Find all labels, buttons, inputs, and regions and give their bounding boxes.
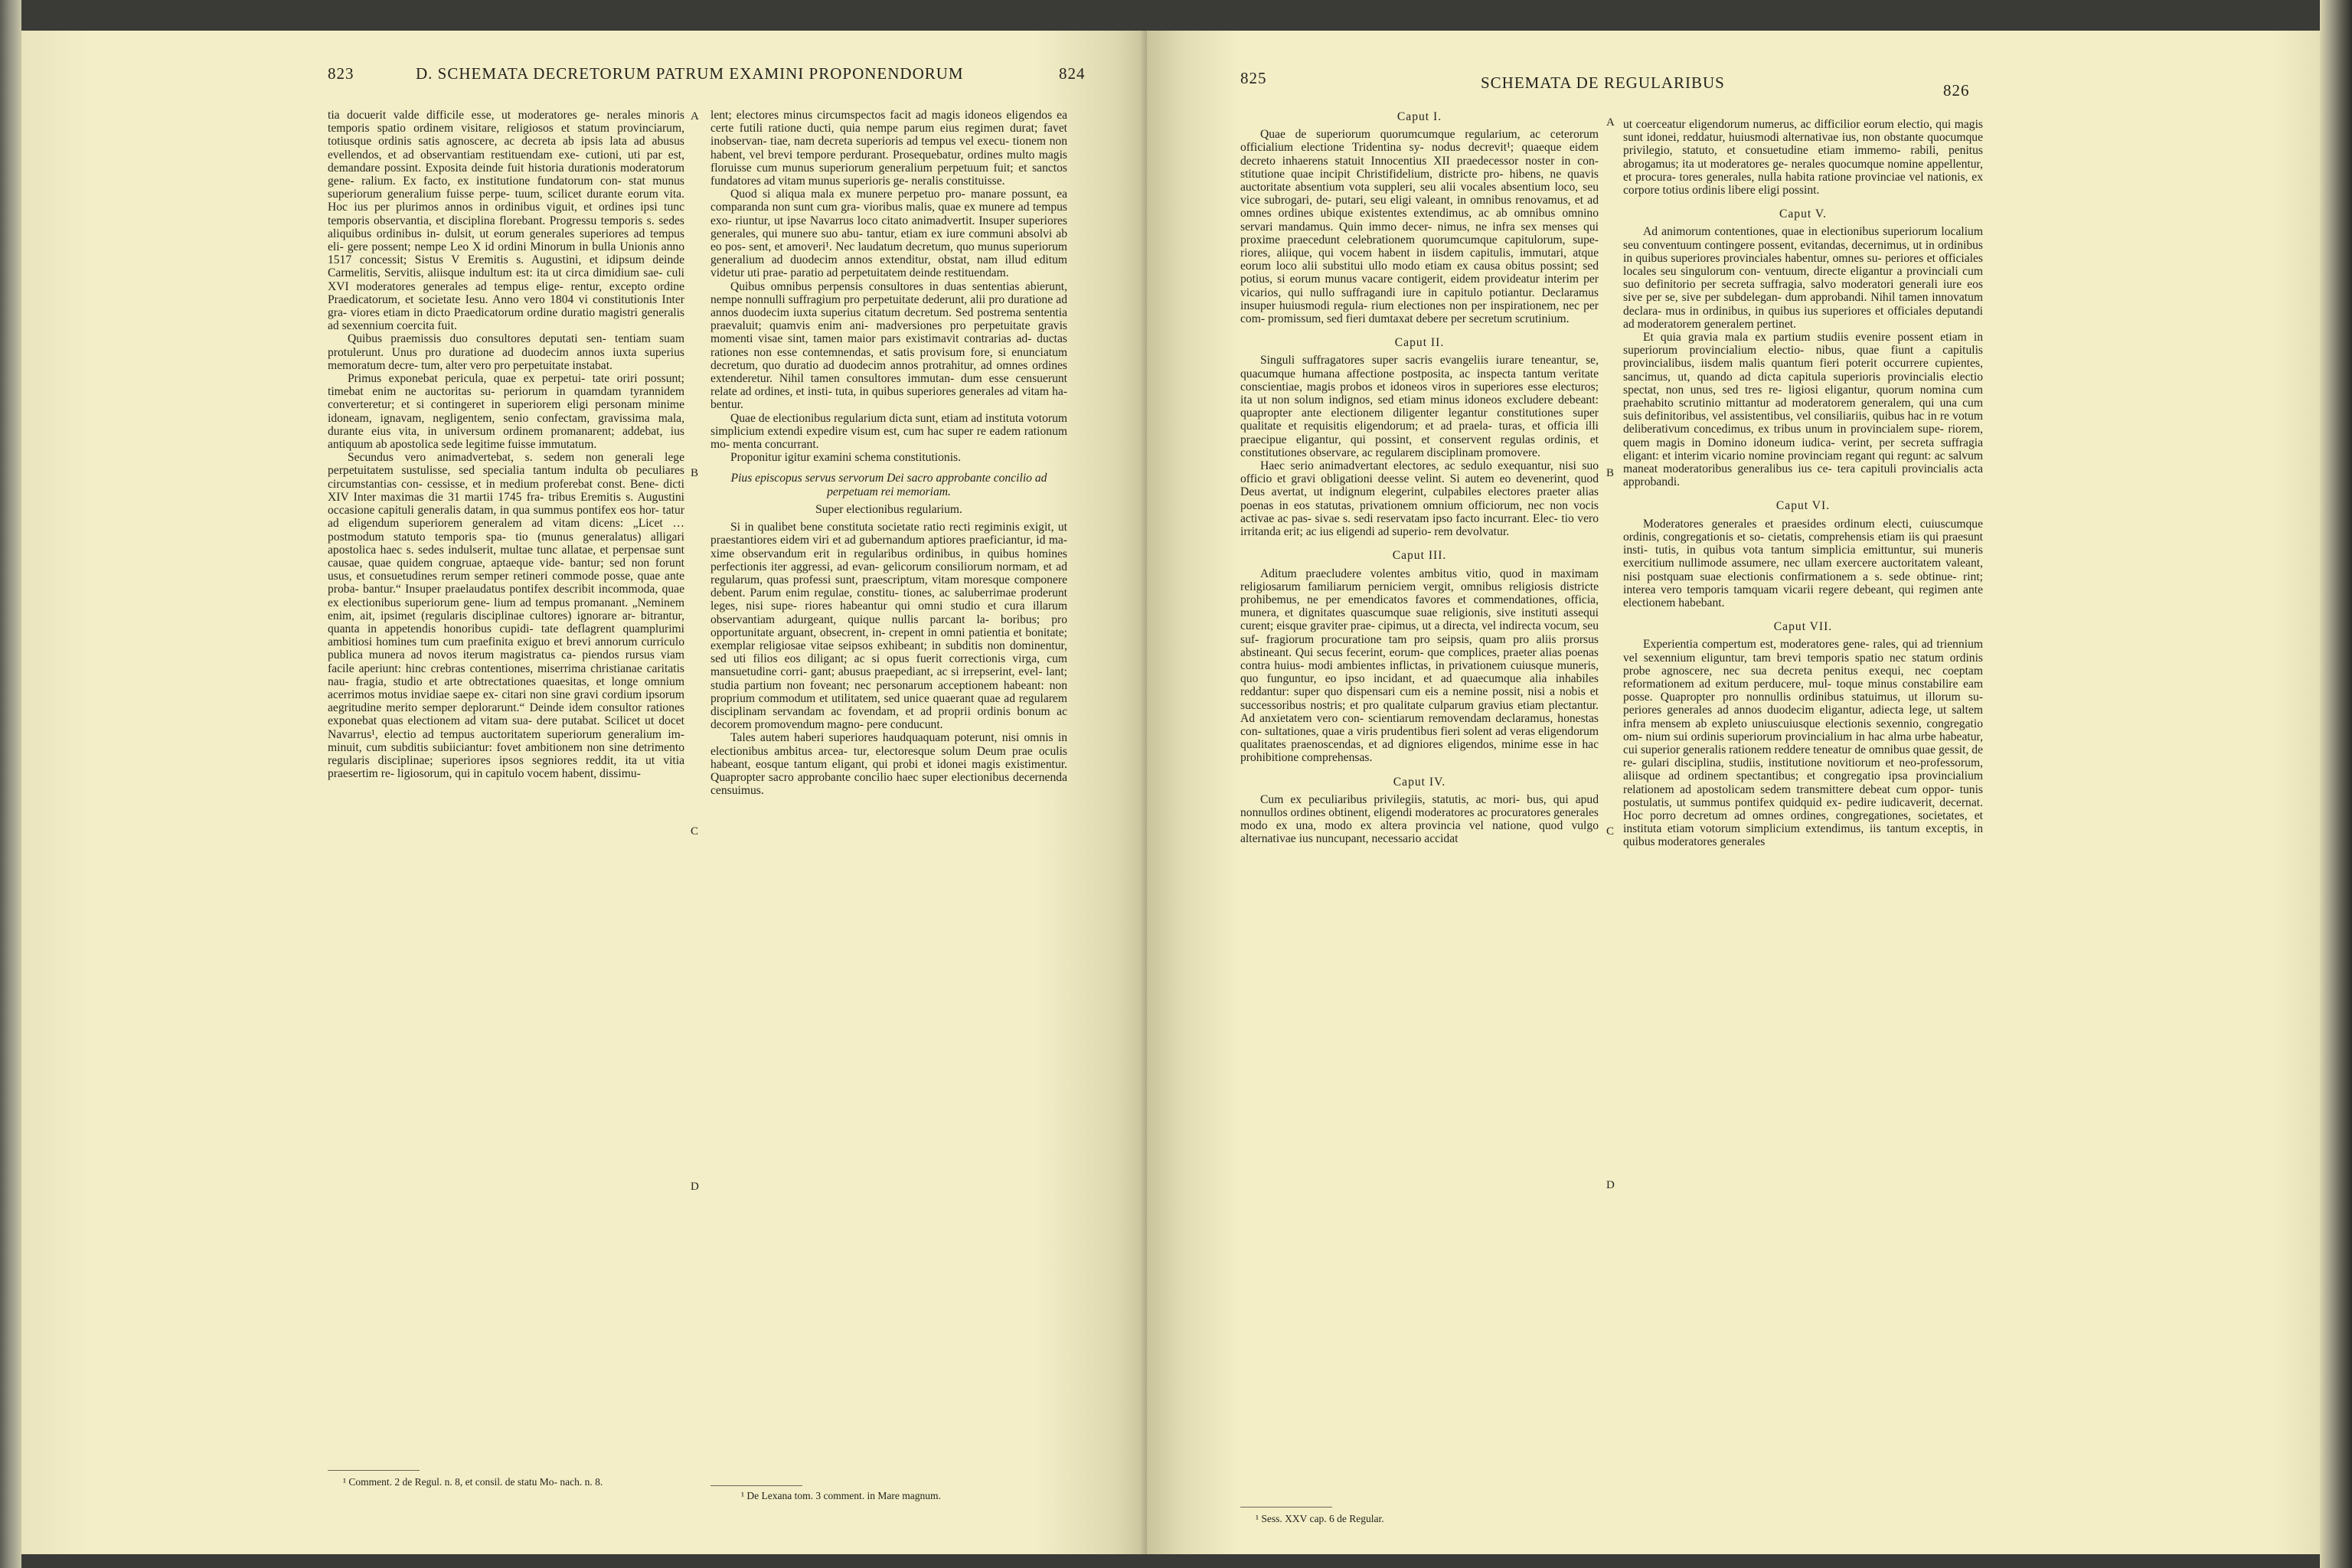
paragraph: Proponitur igitur examini schema constitutionis. (730, 451, 962, 465)
paragraph: Quibus omnibus perpensis consultores in duas sententias abierunt, nempe nonnulli suffragium pro perpetuitate dederunt, alii pro duratione ad annos duodecim iuxta superius citatum decretum. Sed postrema sententia praevaluit; quamvis enim ani- madversiones pro perpetuitate gravis momenti visae sint, tamen maior pars existimavit contrarias ad- ductas rationes non esse contemnendas, et satis provisum fore, si enunciatum decretum, quo duratio ad duodecim annos protrahitur, ad omnes ordines extenderetur. Nihil tamen consultores immutan- dum esse censuerunt relate ad ordines, et insti- tuta, in quibus superiores generales ad vitam ha- bentur. (710, 279, 1067, 412)
paragraph: Quod si aliqua mala ex munere perpetuo pro- manare possunt, ea comparanda non sunt cum gra- vioribus malis, quae ex munere ad tempus exo- riuntur, ut ipse Navarrus loco citato animadvertit. Insuper superiores generales, qui munere suo abu- tantur, etiam ex iure communi absolvi ab eo pos- sent, et amoveri¹. Nec laudatum decretum, quo munus superiorum generalium ad duodecim annos extenditur, obstat, nam illud editum videtur uti prae- paratio ad perpetuitatem deinde restituendam. (710, 188, 1067, 280)
book-edge-right (2320, 0, 2352, 1568)
caput-heading: Caput III. (1392, 549, 1447, 563)
footnote-right-col1: ¹ Sess. XXV cap. 6 de Regular. (1256, 1513, 1384, 1524)
paragraph: lent; electores minus circumspectos facit ad magis idoneos eligendos ea certe futili ratione ducti, quia nempe parum eius regimen durat; favet inobservan- tiae, nam decreta superioris ad tempus vel execu- tionem non habent, vel brevi tempore perdurant. Prosequebatur, ordines multo magis floruisse cum munus superiorum generalium perpetuum fuit; et sanctos fundatores ad vitam munus superioris ge- neralis constituisse. (710, 109, 1067, 188)
page-number-824: 824 (1059, 64, 1086, 83)
footnote-rule (328, 1470, 420, 1471)
caput-heading: Caput II. (1394, 336, 1445, 350)
paragraph: Tales autem haberi superiores haudquaquam poterunt, nisi omnis in electionibus ambitus arcea- tur, electoresque solum Deum prae oculis habeant, eosque tantum eligant, qui probi et idonei magis existimentur. Quapropter sacro approbante concilio haec super electionibus decernenda censuimus. (710, 731, 1067, 798)
caput-heading: Caput VII. (1773, 620, 1833, 634)
right-page (1147, 31, 2320, 1554)
page-number-826: 826 (1943, 81, 1970, 100)
paragraph: Aditum praecludere volentes ambitus vitio, quod in maximam religiosarum familiarum perniciem vergit, omnibus religiosis districte prohibemus, ne per emendicatos favores et commendationes, officia, munera, et dignitates quascumque suae religionis, sive instituti assequi curent; eisque graviter prae- cipimus, ut a directa, vel indirecta vocum, seu suf- fragiorum procuratione tam pro seipsis, quam pro aliis prorsus abstineant. Qui secus fecerint, eorum- que complices, praeter alias poenas contra huius- modi ambientes inflictas, in privationem cuiusque muneris, quo funguntur, eo ipso incidant, et ad quaecumque alia inhabiles reddantur: super quo dispensari cum eis a nemine possit, nisi a nobis et successoribus nostris; et pro qualitate culparum gravius etiam plectantur. Ad anxietatem vero con- scientiarum removendam declaramus, honestas con- sultationes, quae a viris prudentibus fieri solent ad veras eligendorum qualitates praenoscendas, et ad digniores eligendos, minime esse in hac prohibitione comprehensas. (1240, 567, 1599, 765)
caput-heading: Caput IV. (1393, 775, 1446, 789)
paragraph: Quae de superiorum quorumcumque regularium, ac ceterorum officialium electione Tridentina sy- nodus decrevit¹; quaeque eidem decreto inhaerens statuit Innocentius XII praedecessor noster in con- stitutione quae incipit Christifidelium, districte pro- hibens, ne quavis auctoritate absentium vota suppleri, seu alii vocales absentium loco, seu vice subrogari, de- putari, seu eligi valeant, in omnibus renovamus, et ad omnes ordines ubique existentes extendimus, ac ab omnibus omnino servari mandamus. Quin immo decer- nimus, ne infra sex menses qui proxime praecedunt celebrationem quorumcumque capitulorum, supe- riores, aliique, qui vocem habent in iisdem capitulis, immutari, atque eorum loco alii substitui ullo modo etiam ex causa obitus possint; sed potius, si eorum munus vacare contigerit, eidem provideatur interim per vicarios, qui nullo suffragandi iure in capitulo potiantur. Declaramus insuper huiusmodi regula- rium electiones non per inspirationem, nec per com- promissum, sed fieri dumtaxat debere per secretum scrutinium. (1240, 128, 1599, 326)
left-page (21, 31, 1147, 1554)
caput-heading: Caput I. (1396, 110, 1442, 123)
paragraph: Singuli suffragatores super sacris evangeliis iurare teneantur, se, quacumque humana affectione postposita, ac inspecta tantum veritate conscientiae, magis probos et idoneos viros in superiores esse electuros; ita ut non solum indignos, sed etiam minus idoneos excludere debeant: quapropter ante electionem diligenter legantur constitutiones super qualitate et requisitis eligendorum; et ad praela- turas, et officia illi praecipue eligantur, qui possint, et conservent regulas ordinis, et constitutiones observare, ac regularem disciplinam promovere. (1240, 354, 1599, 459)
left-running-title: D. SCHEMATA DECRETORUM PATRUM EXAMINI PROPONENDORUM (416, 64, 964, 83)
margin-letter-c: C (691, 825, 699, 838)
footnote-rule (1240, 1507, 1332, 1508)
right-running-title: SCHEMATA DE REGULARIBUS (1481, 74, 1725, 92)
left-column-1 (328, 109, 684, 780)
caput-heading: Caput V. (1779, 207, 1827, 221)
right-column-1 (1240, 110, 1599, 846)
footnote-left-col1: ¹ Comment. 2 de Regul. n. 8, et consil. de statu Mo- nach. n. 8. (343, 1476, 603, 1488)
paragraph: tia docuerit valde difficile esse, ut moderatores ge- nerales minoris temporis spatio ordinem visitare, religiosos et statum provinciarum, totiusque ordinis satis agnoscere, ac decreta ab ipsis lata ad abusus evellendos, et ad observantiam restituendam exe- cutioni, uti par est, demandare possint. Exposita deinde fuit historia durationis moderatorum gene- ralium. Ex facto, ex institutione fundatorum con- stat munus superiorum generalium fuisse perpe- tuum, scilicet durante eorum vita. Hoc ius per plurimos annos in ordinibus viguit, et ordines ipsi tunc temporis observantia, et disciplina florebant. Progressu temporis s. sedes aliquibus ordinibus in- dulsit, ut eorum generales superiores ad tempus eli- gere possent; nempe Leo X id ordini Minorum in bulla Unionis anno 1517 concessit; Sistus V Eremitis s. Augustini, et idipsum deinde Carmelitis, Servitis, aliisque indultum est: ita ut circa dimidium sae- culi XVI moderatores generales ad tempus elige- rentur, excepto ordine Praedicatorum, et societate Iesu. Anno vero 1804 vi constitutionis Inter gra- viores etiam in dicto Praedicatorum ordine duratio magistri generalis ad sexennium coercita fuit. (328, 109, 684, 333)
paragraph: Ad animorum contentiones, quae in electionibus superiorum localium seu conventuum contingere possent, evitandas, decernimus, ut in ordinibus in quibus superiores provinciales habentur, omnes su- periores et officiales locales seu singulorum con- ventuum, directe eligantur a provinciali cum suo definitorio per secreta suffragia, salvo moderatori generali iure eos sive per se, sive per subdelegan- dum approbandi. Nihil tamen innovatum declara- mus in ordinibus, in quibus ius superiores et officiales deputandi ad moderatorem generalem pertinet. (1623, 225, 1983, 331)
margin-letter-b: B (1606, 467, 1615, 479)
paragraph: Experientia compertum est, moderatores gene- rales, qui ad triennium vel sexennium eliguntur, tam brevi temporis spatio nec statum ordinis probe agnoscere, nec sua decreta penitus exequi, nec coeptam reformationem ad exitum perducere, mul- toque minus constabilire eam posse. Quapropter pro nonnullis ordinibus statuimus, ut illorum su- periores generales ad annos duodecim eligantur, adiecta lege, ut saltem infra mensem ab expleto uniuscuiusque electionis sexennio, congregatio om- nium sui ordinis superiorum provincialium in hac alma urbe habeatur, cui superior generalis rationem reddere teneatur de omnibus quae gessit, de re- gulari disciplina, studiis, institutione novitiorum et neo-professorum, aliisque ad ordinem spectantibus; et congregatio ipsa provincialium relationem ad apostolicam sedem transmittere debeat cum oppor- tunis postulatis, ut summus pontifex quidquid ex- pedire iudicaverit, decernat. Hoc porro decretum ad omnes ordines, congregationes, societates, et instituta etiam votorum simplicium extendimus, iis tantum exceptis, in quibus moderatores generales (1623, 638, 1983, 849)
right-column-2 (1623, 118, 1983, 849)
paragraph: Si in qualibet bene constituta societate ratio recti regiminis exigit, ut praestantiores eidem viri et ad gubernandum aptiores praeficiantur, id ma- xime observandum erit in regularibus ordinibus, in quibus homines perfectionis iter aggressi, ad evan- gelicorum consiliorum normam, et ad regularum, quas professi sunt, praescriptum, vitam moresque componere debent. Parum enim regulae, constitu- tiones, ac saluberrimae proderunt leges, nisi supe- riores habeantur qui omni studio et cura illarum observantiam adurgeant, quique nullis parcant la- boribus; pro opportunitate arguant, obsecrent, in- crepent in omni patientia et bonitate; exemplar religiosae vitae seipsos exhibeant; in subditis non dominentur, sed uti filios eos diligant; ac si opus fuerit correctionis virga, cum mansuetudine corri- gant; abusus praepediant, ac si irrepserint, evel- lant; studia partium non foveant; nec personarum acceptionem habeant: non proprium commodum et utilitatem, sed unice quaerant quae ad regularem disciplinam servandam ac fovendam, et ad proprii ordinis bonum ac decorem promovendum magno- pere conducunt. (710, 521, 1067, 732)
paragraph: Primus exponebat pericula, quae ex perpetui- tate oriri possunt; timebat enim ne auctoritas su- periorum in quamdam tyrannidem converteretur; et si contingeret in superiorem eligi personam minime idoneam, ignavam, negligentem, senio confectam, gravissima mala, durante eius vita, in universum ordinem promanarent; addebat, ius antiquum ab apostolica sede legitime fuisse immutatum. (328, 372, 684, 452)
margin-letter-c: C (1606, 825, 1615, 838)
left-column-2 (710, 109, 1067, 797)
margin-letter-d: D (1606, 1179, 1615, 1191)
footnote-rule (710, 1485, 802, 1486)
margin-letter-d: D (691, 1181, 699, 1193)
section-subhead: Super electionibus regularium. (815, 502, 962, 516)
paragraph: ut coerceatur eligendorum numerus, ac difficilior eorum electio, qui magis sunt idonei, reddatur, huiusmodi alternativae ius, non obstante quocumque privilegio, statuto, et consuetudine etiam immemo- rabili, penitus abrogamus; ita ut moderatores ge- nerales quocumque nomine appellentur, et procura- tores generales, nulla habita ratione provinciae vel nationis, ex corpore totius ordinis libere eligi possint. (1623, 118, 1983, 198)
margin-letter-a: A (1606, 116, 1615, 129)
paragraph: Quae de electionibus regularium dicta sunt, etiam ad instituta votorum simplicium extendi expedire visum est, cum hac super re eadem rationum mo- menta concurrant. (710, 411, 1067, 452)
paragraph: Haec serio animadvertant electores, ac sedulo exequantur, nisi suo officio et gravi obligationi deesse velint. Si autem eo devenerint, quod Deus avertat, ut indignum elegerint, culpabiles electores praeter alias poenas in eos statutas, privationem omnium officiorum, nec non vocis activae ac pas- sivae s. sedi reservatam ipso facto incurrant. Elec- tio vero irritanda erit; ac ius eligendi ad superio- rem devolvatur. (1240, 459, 1599, 539)
bull-title: Pius episcopus servus servorum Dei sacro approbante concilio ad perpetuam rei memoriam. (730, 472, 1047, 498)
paragraph: Moderatores generales et praesides ordinum electi, cuiuscumque ordinis, congregationis et so- cietatis, comprehensis etiam iis qui praesunt insti- tutis, in quibus vota tantum simplicia emittuntur, sui muneris exercitium nullimode assumere, nec ullam exercere auctoritatem valeant, nisi postquam suae electionis confirmationem a s. sede obtinue- rint; interea vero temporis tamquam vicarii regere debeant, qui regimen ante electionem habebant. (1623, 517, 1983, 609)
page-number-823: 823 (328, 64, 354, 83)
margin-letter-a: A (691, 110, 699, 122)
paragraph: Cum ex peculiaribus privilegiis, statutis, ac mori- bus, qui apud nonnullos ordines obtinent, eligendi moderatores ac procuratores generales modo ex una, modo ex altera provincia vel natione, quod vulgo alternativae ius nuncupant, necessario accidat (1240, 792, 1599, 846)
page-number-825: 825 (1240, 69, 1267, 87)
paragraph: Quibus praemissis duo consultores deputati sen- tentiam suam protulerunt. Unus pro duratione ad duodecim annos iuxta superius memoratum decre- tum, alter vero pro perpetuitate instabat. (328, 332, 684, 372)
caput-heading: Caput VI. (1775, 499, 1831, 513)
paragraph: Secundus vero animadvertebat, s. sedem non generali lege perpetuitatem sustulisse, sed specialia tantum indulta ob peculiares circumstantias con- cessisse, et in medium proferebat const. Bene- dicti XIV Inter maximas die 31 martii 1745 fra- tribus Eremitis s. Augustini occasione capituli generalis datam, in qua summus pontifex eos hor- tatur ad eligendum superiorem generalem ad vitam dicens: „Licet … postmodum statuto temporis spa- tio (munus generalatus) alligari apostolica haec s. sedes indulserit, multae tunc allatae, et perpensae sunt causae, quae quidem congruae, aptaeque vide- bantur; sed non forunt usus, et consuetudines rerum semper retineri commode posse, quae ante proba- bantur.“ Insuper praelaudatus pontifex describit incommoda, quae ex electionibus superiorum gene- lium ad tempus promanant. „Neminem enim, ait, ipsimet (regularis disciplinae cultores) ignorare ar- bitrantur, quanta in appetendis honoribus cupidi- tate deflagrent quamplurimi ambitiosi homines tum cum praefinita exiguo et brevi annorum curriculo publica munera ad novos iterum magistratus ca- piendos rursus viam facile aperiunt: hinc crebras contentiones, miserrima christianae caritatis nau- fragia, studio et arte obtrectationes quaesitas, et longe omnium acerrimos motus invidiae saepe ex- citari non sine gravi cordium ipsorum aegritudine merito semper deplorarunt.“ Deinde idem consultor rationes exponebat quas electionem ad vitam sua- dere putabat. Scilicet ut docet Navarrus¹, electio ad tempus auctoritatem superiorum generalium im- minuit, cum subditis subiiciantur: fovet ambitionem non sine detrimento regularis disciplinae; superiores ipsos segniores reddit, ita ut vitia praesertim re- ligiosorum, qui in capitulo vocem habent, dissimu- (328, 451, 684, 781)
book-edge-left (0, 0, 21, 1568)
footnote-left-col2: ¹ De Lexana tom. 3 comment. in Mare magnum. (741, 1490, 941, 1501)
paragraph: Et quia gravia mala ex partium studiis evenire possent etiam in superiorum provincialium electio- nibus, quae fiunt a capitulis provincialibus, iisdem malis quantum fieri poterit occurrere cupientes, sancimus, ut, quando ad dicta capitula superioris provincialis electio spectat, non unus, sed tres re- ligiosi eligantur, quorum nomina cum praehabito scrutinio mittantur ad moderatorem generalem, qui una cum suis definitoribus, vel assistentibus, vel consiliariis, quibus hac in re votum deliberativum concedimus, ex tribus unum in provincialem supe- riorem, quem magis in Domino idoneum iudica- verint, per secreta suffragia eligant: et interim vicario nomine provinciam regant qui regunt: ac salvum maneat moderatoribus generalibus ius ce- tera capituli provincialis acta approbandi. (1623, 331, 1983, 489)
margin-letter-b: B (691, 467, 699, 479)
